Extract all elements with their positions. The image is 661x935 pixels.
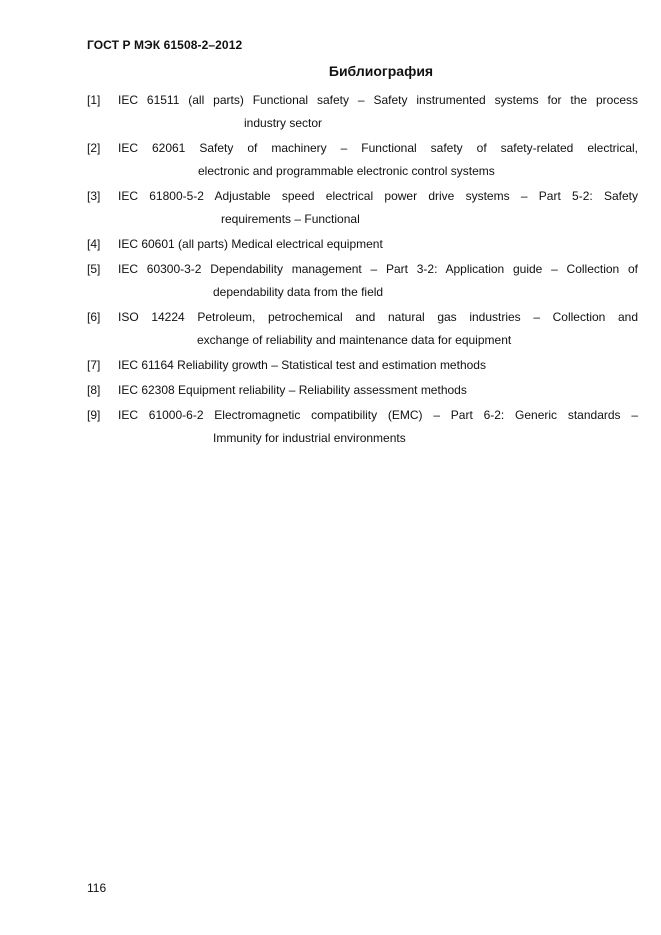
- reference-item: [87, 137, 638, 183]
- reference-number: [9]: [87, 408, 101, 422]
- reference-number: [1]: [87, 93, 101, 107]
- standard-header: ГОСТ Р МЭК 61508-2–2012: [87, 38, 243, 52]
- reference-text: IEC 62308 Equipment reliability – Reliability assessment methods: [118, 383, 467, 397]
- reference-item: [87, 258, 638, 304]
- reference-number: [7]: [87, 358, 101, 372]
- reference-item: [87, 185, 638, 231]
- reference-number: [8]: [87, 383, 101, 397]
- reference-number: [3]: [87, 189, 101, 203]
- reference-number: [5]: [87, 262, 101, 276]
- reference-text: IEC 60601 (all parts) Medical electrical equipment: [118, 237, 383, 251]
- reference-text-continuation: Immunity for industrial environments: [213, 431, 406, 445]
- reference-item: [87, 233, 638, 256]
- reference-text: IEC 61164 Reliability growth – Statistical test and estimation methods: [118, 358, 486, 372]
- reference-item: [87, 306, 638, 352]
- reference-list: [87, 89, 638, 452]
- reference-number: [2]: [87, 141, 101, 155]
- reference-item: [87, 89, 638, 135]
- reference-text-continuation: requirements – Functional: [221, 212, 360, 226]
- reference-text-continuation: industry sector: [244, 116, 323, 130]
- page-number: 116: [87, 881, 107, 895]
- reference-text: IEC 60300-3-2 Dependability management – Part 3-2: Application guide – Collection of: [118, 262, 638, 276]
- reference-item: [87, 354, 638, 377]
- reference-number: [4]: [87, 237, 101, 251]
- reference-item: [87, 404, 638, 450]
- reference-item: [87, 379, 638, 402]
- reference-text: IEC 61800-5-2 Adjustable speed electrical power drive systems – Part 5-2: Safety: [118, 189, 638, 203]
- reference-number: [6]: [87, 310, 101, 324]
- reference-text-continuation: electronic and programmable electronic control systems: [198, 164, 495, 178]
- reference-text: IEC 61000-6-2 Electromagnetic compatibility (EMC) – Part 6-2: Generic standards –: [118, 408, 638, 422]
- reference-text-continuation: exchange of reliability and maintenance data for equipment: [197, 333, 512, 347]
- bibliography-title: Библиография: [328, 63, 434, 79]
- reference-text: IEC 62061 Safety of machinery – Functional safety of safety-related electrical,: [118, 141, 638, 155]
- reference-text: ISO 14224 Petroleum, petrochemical and natural gas industries – Collection and: [118, 310, 638, 324]
- reference-text-continuation: dependability data from the field: [213, 285, 384, 299]
- reference-text: IEC 61511 (all parts) Functional safety – Safety instrumented systems for the process: [118, 93, 638, 107]
